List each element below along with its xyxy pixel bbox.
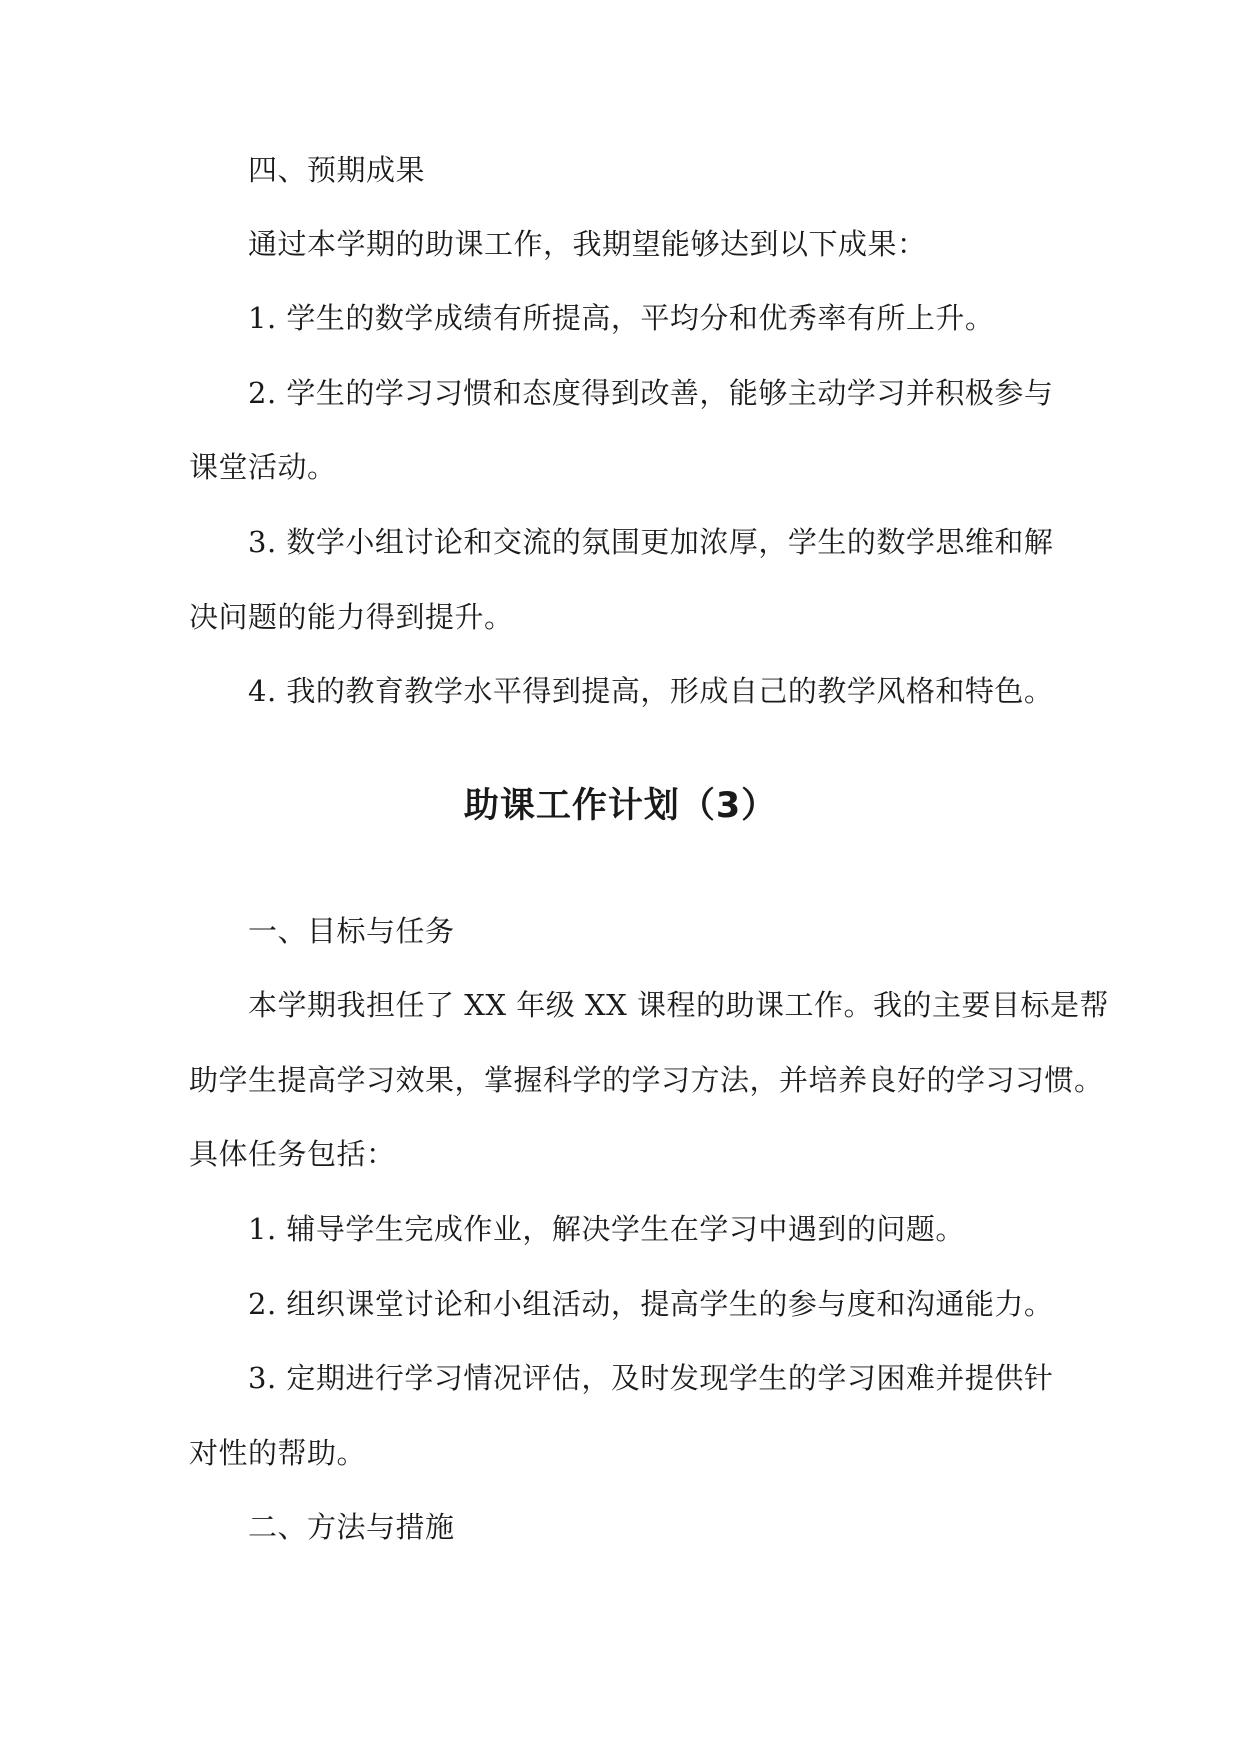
result-item-4: 4. 我的教育教学水平得到提高，形成自己的教学风格和特色。: [248, 674, 1054, 708]
goals-paragraph-line-3: 具体任务包括：: [189, 1137, 396, 1171]
result-item-2-line-1: 2. 学生的学习习惯和态度得到改善，能够主动学习并积极参与: [248, 376, 1054, 410]
goals-paragraph-line-1: 本学期我担任了 XX 年级 XX 课程的助课工作。我的主要目标是帮: [248, 988, 1109, 1022]
goals-paragraph-line-2: 助学生提高学习效果，掌握科学的学习方法，并培养良好的学习习惯。: [189, 1063, 1104, 1097]
result-item-1: 1. 学生的数学成绩有所提高，平均分和优秀率有所上升。: [248, 301, 995, 335]
intro-paragraph: 通过本学期的助课工作，我期望能够达到以下成果：: [248, 227, 927, 261]
task-item-3-line-2: 对性的帮助。: [189, 1436, 367, 1470]
task-item-3-line-1: 3. 定期进行学习情况评估，及时发现学生的学习困难并提供针: [248, 1361, 1054, 1395]
section-heading-methods: 二、方法与措施: [248, 1510, 455, 1544]
task-item-2: 2. 组织课堂讨论和小组活动，提高学生的参与度和沟通能力。: [248, 1287, 1054, 1321]
result-item-3-line-2: 决问题的能力得到提升。: [189, 600, 514, 634]
result-item-2-line-2: 课堂活动。: [189, 450, 337, 484]
task-item-1: 1. 辅导学生完成作业，解决学生在学习中遇到的问题。: [248, 1212, 965, 1246]
section-heading-goals-tasks: 一、目标与任务: [248, 914, 455, 948]
result-item-3-line-1: 3. 数学小组讨论和交流的氛围更加浓厚，学生的数学思维和解: [248, 525, 1054, 559]
section-heading-expected-results: 四、预期成果: [248, 153, 426, 187]
document-title: 助课工作计划（3）: [463, 786, 778, 826]
